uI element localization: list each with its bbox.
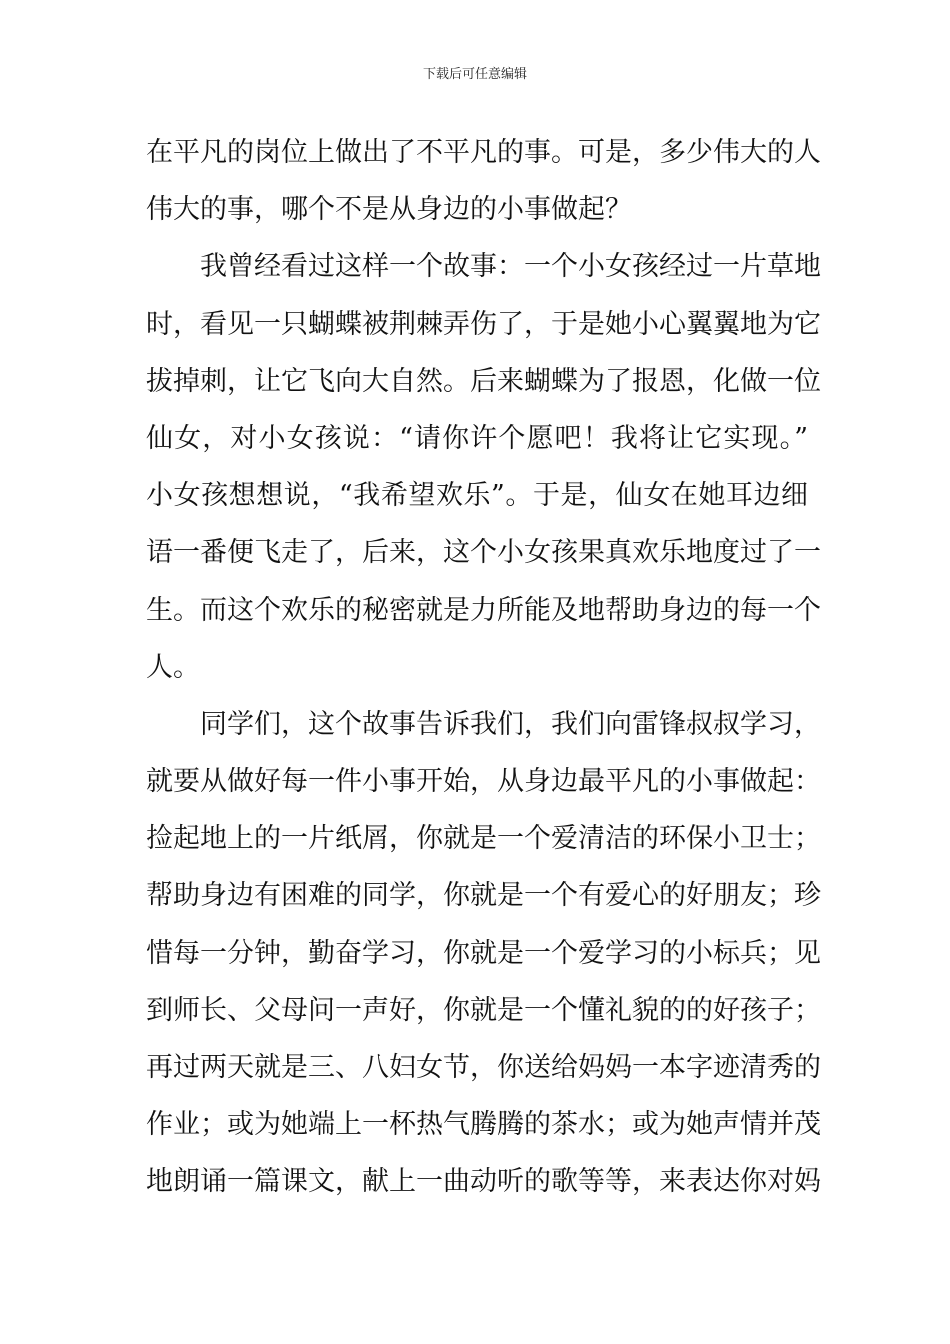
text-line: 到师长、父母问一声好，你就是一个懂礼貌的的好孩子； — [146, 994, 821, 1026]
text-line: 人。 — [146, 651, 200, 683]
text-line: 仙女，对小女孩说：“请你许个愿吧！我将让它实现。” — [146, 422, 808, 454]
text-line: 惜每一分钟，勤奋学习，你就是一个爱学习的小标兵；见 — [146, 937, 821, 969]
text-line: 地朗诵一篇课文，献上一曲动听的歌等等，来表达你对妈 — [146, 1166, 821, 1198]
text-line: 在平凡的岗位上做出了不平凡的事。可是，多少伟大的人 — [146, 137, 821, 168]
page-header: 下载后可任意编辑 — [422, 67, 527, 82]
text-line: 我曾经看过这样一个故事：一个小女孩经过一片草地 — [200, 251, 821, 283]
text-line: 拔掉刺，让它飞向大自然。后来蝴蝶为了报恩，化做一位 — [146, 365, 821, 397]
text-line: 小女孩想想说，“我希望欢乐”。于是，仙女在她耳边细 — [146, 480, 808, 512]
text-line: 再过两天就是三、八妇女节，你送给妈妈一本字迹清秀的 — [146, 1052, 821, 1083]
text-line: 作业；或为她端上一杯热气腾腾的茶水；或为她声情并茂 — [146, 1109, 821, 1141]
text-line: 同学们，这个故事告诉我们，我们向雷锋叔叔学习， — [200, 708, 821, 740]
text-line: 捡起地上的一片纸屑，你就是一个爱清洁的环保小卫士； — [146, 823, 821, 855]
text-line: 就要从做好每一件小事开始，从身边最平凡的小事做起： — [146, 766, 821, 798]
text-line: 帮助身边有困难的同学，你就是一个有爱心的好朋友；珍 — [146, 880, 821, 912]
document-body — [146, 124, 821, 1211]
text-line: 语一番便飞走了，后来，这个小女孩果真欢乐地度过了一 — [146, 537, 821, 569]
text-line: 伟大的事，哪个不是从身边的小事做起？ — [146, 194, 632, 226]
text-line: 生。而这个欢乐的秘密就是力所能及地帮助身边的每一个 — [146, 594, 821, 626]
text-line: 时，看见一只蝴蝶被荆棘弄伤了，于是她小心翼翼地为它 — [146, 308, 821, 340]
